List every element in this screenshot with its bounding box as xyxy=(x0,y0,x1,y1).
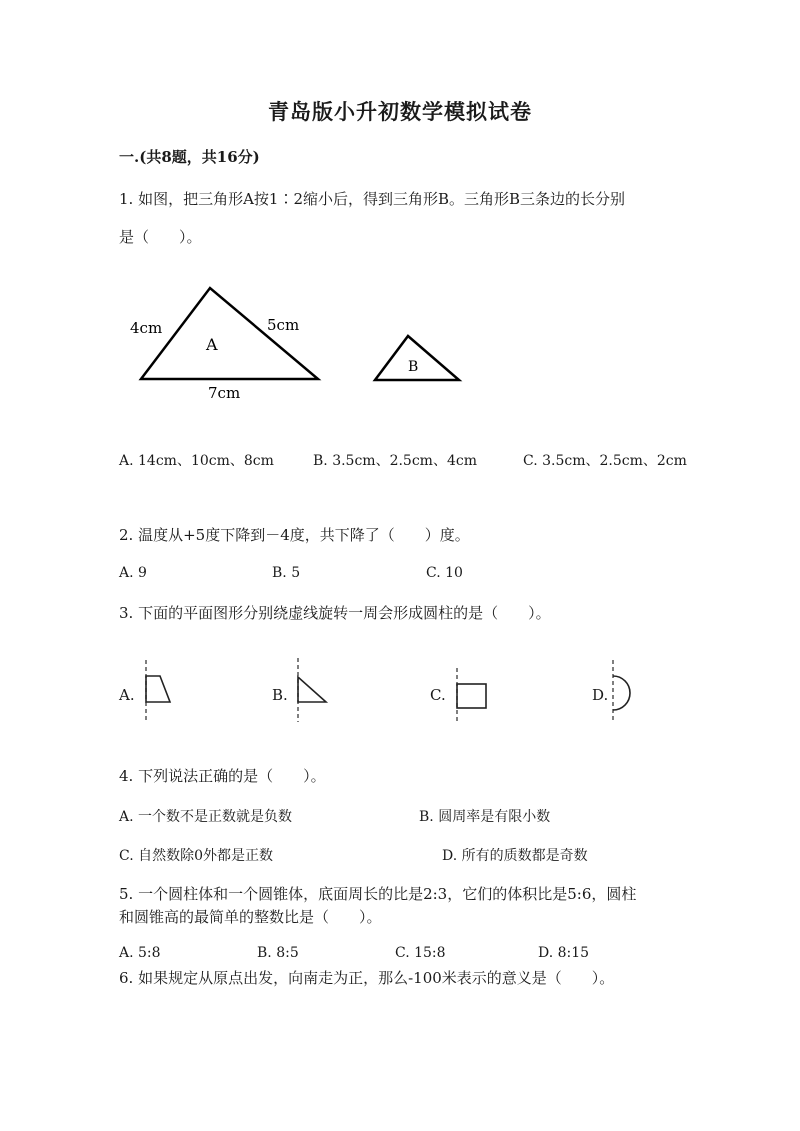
q3-option-c-label: C. xyxy=(430,686,446,704)
q1-text-line1: 1. 如图，把三角形A按1∶2缩小后，得到三角形B。三角形B三条边的长分别 xyxy=(119,190,626,208)
q3-option-b-label: B. xyxy=(272,686,288,704)
q1-option-c: C. 3.5cm、2.5cm、2cm xyxy=(523,453,687,469)
q4-option-d: D. 所有的质数都是奇数 xyxy=(442,848,588,864)
q1-option-b: B. 3.5cm、2.5cm、4cm xyxy=(313,453,477,469)
q3-text: 3. 下面的平面图形分别绕虚线旋转一周会形成圆柱的是（ ）。 xyxy=(119,604,551,622)
q3-option-a-label: A. xyxy=(119,686,135,704)
q3-shape-d xyxy=(613,660,630,722)
q5-text-line1: 5. 一个圆柱体和一个圆锥体，底面周长的比是2:3，它们的体积比是5:6，圆柱 xyxy=(119,885,637,903)
q3-shape-a xyxy=(146,660,170,722)
q2-option-b: B. 5 xyxy=(272,565,301,581)
triangle-b-label: B xyxy=(408,359,419,375)
q3-shape-b xyxy=(298,658,326,722)
q5-option-a: A. 5:8 xyxy=(119,945,161,961)
section-heading: 一.(共8题，共16分) xyxy=(119,148,260,166)
page-title: 青岛版小升初数学模拟试卷 xyxy=(268,99,532,124)
q2-option-c: C. 10 xyxy=(426,565,463,581)
q4-option-c: C. 自然数除0外都是正数 xyxy=(119,848,274,864)
q2-option-a: A. 9 xyxy=(119,565,147,581)
side-left-label: 4cm xyxy=(130,319,163,337)
q5-text-line2: 和圆锥高的最简单的整数比是（ ）。 xyxy=(119,908,382,926)
q4-option-b: B. 圆周率是有限小数 xyxy=(419,809,551,825)
q4-option-a: A. 一个数不是正数就是负数 xyxy=(119,809,293,825)
q1-option-a: A. 14cm、10cm、8cm xyxy=(119,453,274,469)
side-right-label: 5cm xyxy=(267,316,300,334)
side-bottom-label: 7cm xyxy=(208,384,241,402)
q5-option-d: D. 8:15 xyxy=(538,945,590,961)
triangle-a-label: A xyxy=(206,335,218,354)
q6-text: 6. 如果规定从原点出发，向南走为正，那么-100米表示的意义是（ ）。 xyxy=(119,969,615,987)
q2-text: 2. 温度从+5度下降到－4度，共下降了（ ）度。 xyxy=(119,526,470,544)
q3-shape-c xyxy=(457,668,486,722)
q3-option-d-label: D. xyxy=(592,686,609,704)
q5-option-b: B. 8:5 xyxy=(257,945,299,961)
q1-text-line2: 是（ ）。 xyxy=(119,228,202,246)
q4-text: 4. 下列说法正确的是（ ）。 xyxy=(119,767,326,785)
q5-option-c: C. 15:8 xyxy=(395,945,446,961)
